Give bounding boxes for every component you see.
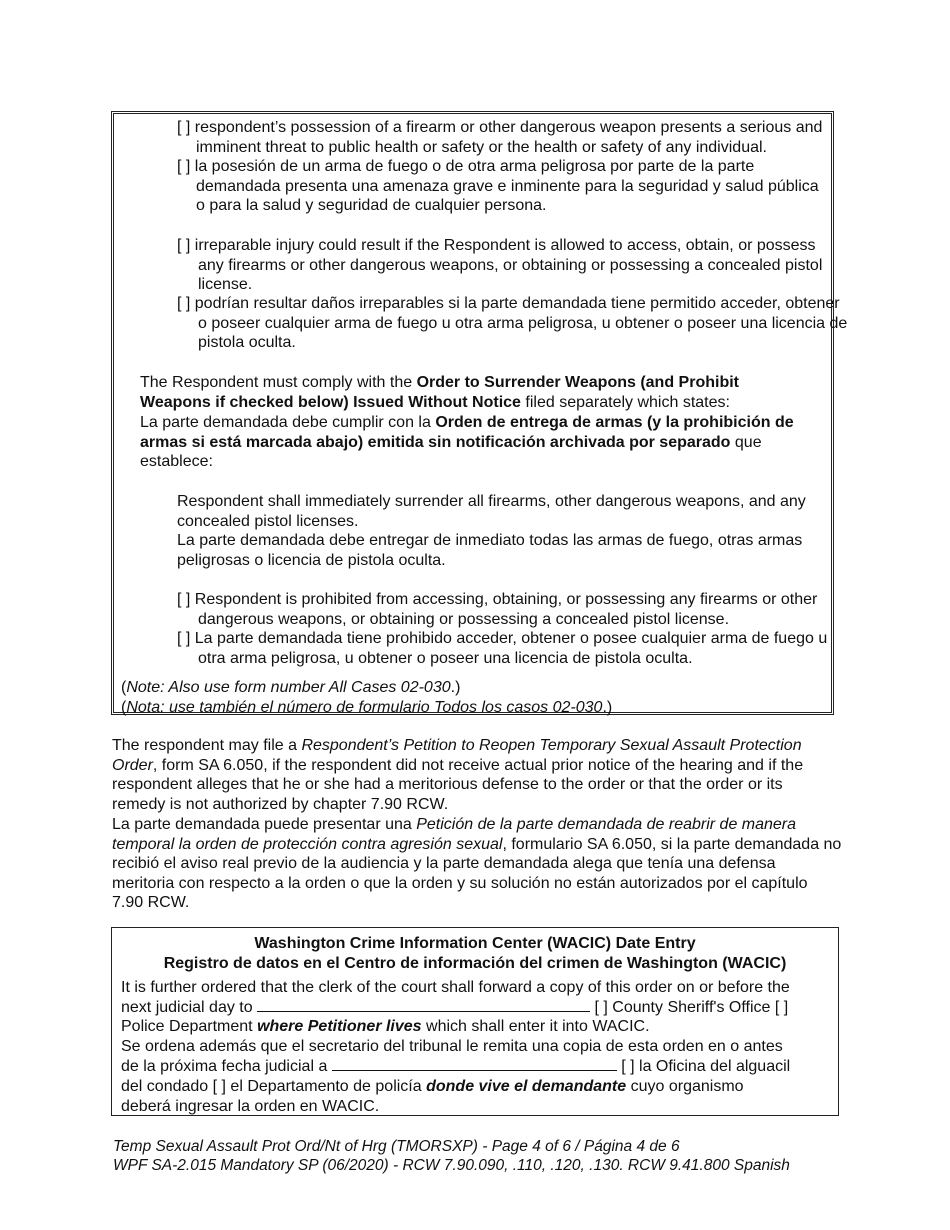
agency-blank-es[interactable]: [332, 1058, 617, 1071]
wacic-title-en: Washington Crime Information Center (WACIC) Date Entry: [254, 935, 696, 952]
wacic-order-es-line2: de la próxima fecha judicial a [ ] la Oficina del alguacil: [121, 1058, 791, 1075]
wacic-order-en-line2: next judicial day to [ ] County Sheriff's Office [ ]: [121, 999, 789, 1016]
wacic-order-es-line1: Se ordena además que el secretario del tribunal le remita una copia de esta orden en o antes: [121, 1038, 783, 1055]
wacic-order-es-line4: deberá ingresar la orden en WACIC.: [121, 1098, 380, 1115]
footer-line-1: Temp Sexual Assault Prot Ord/Nt of Hrg (TMORSXP) - Page 4 of 6 / Página 4 de 6: [113, 1138, 680, 1155]
surrender-order-en: Respondent shall immediately surrender all firearms, other dangerous weapons, and any concealed pistol licenses.: [177, 493, 806, 530]
wacic-order-en-line1: It is further ordered that the clerk of the court shall forward a copy of this order on or before the: [121, 979, 790, 996]
injury-finding-en: [ ] irreparable injury could result if the Respondent is allowed to access, obtain, or possess any firearms or other dangerous weapons, or obtaining or possessing a concealed pistol license.: [177, 237, 823, 294]
note-en: (Note: Also use form number All Cases 02-030.): [121, 679, 461, 696]
agency-blank-en[interactable]: [257, 999, 590, 1012]
prohibit-option-en: [ ] Respondent is prohibited from accessing, obtaining, or possessing any firearms or other dangerous weapons, or obtaining or possessing a concealed pistol license.: [177, 591, 818, 628]
wacic-order-es-line3: del condado [ ] el Departamento de policía donde vive el demandante cuyo organismo: [121, 1078, 744, 1095]
page-footer: [113, 1137, 790, 1175]
reopen-paragraph-en: The respondent may file a Respondent’s Petition to Reopen Temporary Sexual Assault Protection Order, form SA 6.050, if the respondent did not receive actual prior notice of the hearing and if the respondent alleges that he or she had a meritorious defense to the order or that the order or its remedy is not authorized by chapter 7.90 RCW.: [112, 737, 804, 813]
danger-finding-en: [ ] respondent’s possession of a firearm or other dangerous weapon presents a serious and imminent threat to public health or safety or the health or safety of any individual.: [177, 119, 823, 156]
injury-finding-es: [ ] podrían resultar daños irreparables si la parte demandada tiene permitido acceder, obtener o poseer cualquier arma de fuego u otra arma peligrosa, u obtener o poseer una licencia de pistola oculta.: [177, 295, 848, 352]
comply-statement-en: The Respondent must comply with the Order to Surrender Weapons (and Prohibit Weapons if checked below) Issued Without Notice filed separately which states:: [140, 374, 739, 411]
wacic-order-en-line3: Police Department where Petitioner lives which shall enter it into WACIC.: [121, 1018, 650, 1035]
surrender-order-es: La parte demandada debe entregar de inmediato todas las armas de fuego, otras armas peligrosas o licencia de pistola oculta.: [177, 532, 803, 569]
prohibit-option-es: [ ] La parte demandada tiene prohibido acceder, obtener o posee cualquier arma de fuego u otra arma peligrosa, u obtener o poseer una licencia de pistola oculta.: [177, 630, 828, 667]
note-es: (Nota: use también el número de formulario Todos los casos 02-030.): [121, 699, 613, 716]
comply-statement-es: La parte demandada debe cumplir con la Orden de entrega de armas (y la prohibición de armas si está marcada abajo) emitida sin notificación archivada por separado que establece:: [140, 414, 794, 471]
wacic-title-es: Registro de datos en el Centro de información del crimen de Washington (WACIC): [163, 955, 787, 972]
danger-finding-es: [ ] la posesión de un arma de fuego o de otra arma peligrosa por parte de la parte demandada presenta una amenaza grave e inminente para la seguridad y salud pública o para la salud y seguridad de cualquier persona.: [177, 158, 819, 215]
footer-line-2: WPF SA-2.015 Mandatory SP (06/2020) - RCW 7.90.090, .110, .120, .130. RCW 9.41.800 Spanish: [113, 1157, 790, 1174]
reopen-paragraph-es: La parte demandada puede presentar una Petición de la parte demandada de reabrir de manera temporal la orden de protección contra agresión sexual, formulario SA 6.050, si la parte demandada no recibió el aviso real previo de la audiencia y la parte demandada alega que tenía una defensa meritoria con respecto a la orden o que la orden y su solución no están autorizados por el capítulo 7.90 RCW.: [112, 816, 842, 912]
